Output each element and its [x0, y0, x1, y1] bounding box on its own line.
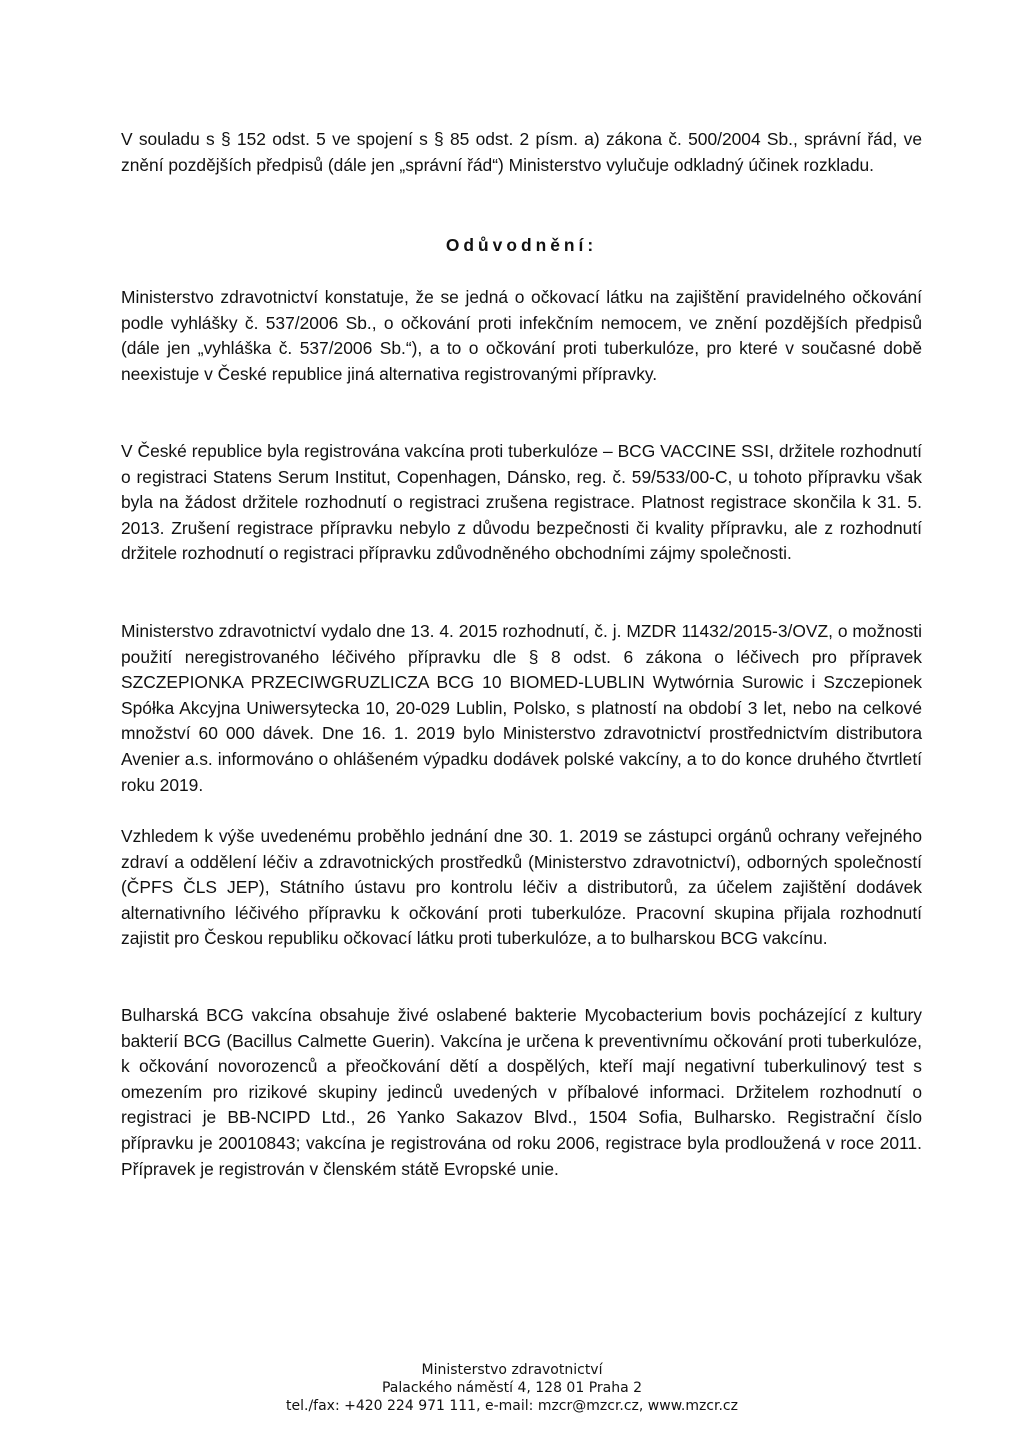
- paragraph-1: Ministerstvo zdravotnictví konstatuje, že se jedná o očkovací látku na zajištění pravidelného očkování podle vyhlášky č. 537/2006 Sb., o očkování proti infekčním nemocem, ve znění pozdějších předpisů (dále jen „vyhláška č. 537/2006 Sb.“), a to o očkování proti tuberkulóze, pro které v současné době neexistuje v České republice jiná alternativa registrovanými přípravky.: [121, 287, 922, 384]
- intro-paragraph: V souladu s § 152 odst. 5 ve spojení s § 85 odst. 2 písm. a) zákona č. 500/2004 Sb., správní řád, ve znění pozdějších předpisů (dále jen „správní řád“) Ministerstvo vylučuje odkladný účinek rozkladu.: [121, 129, 922, 175]
- footer-contact: tel./fax: +420 224 971 111, e-mail: mzcr@mzcr.cz, www.mzcr.cz: [286, 1398, 738, 1414]
- paragraph-5: Bulharská BCG vakcína obsahuje živé oslabené bakterie Mycobacterium bovis pocházející z kultury bakterií BCG (Bacillus Calmette Guerin). Vakcína je určena k preventivnímu očkování proti tuberkulóze, k očkování novorozenců a přeočkování dětí a dospělých, kteří mají negativní tuberkulinový test s omezením pro rizikové skupiny jedinců uvedených v příbalové informaci. Držitelem rozhodnutí o registraci je BB-NCIPD Ltd., 26 Yanko Sakazov Blvd., 1504 Sofia, Bulharsko. Registrační číslo přípravku je 20010843; vakcína je registrována od roku 2006, registrace byla prodloužená v roce 2011. Přípravek je registrován v členském státě Evropské unie.: [121, 1005, 922, 1179]
- footer-address: Palackého náměstí 4, 128 01 Praha 2: [381, 1380, 643, 1396]
- paragraph-3: Ministerstvo zdravotnictví vydalo dne 13. 4. 2015 rozhodnutí, č. j. MZDR 11432/2015-3/OVZ, o možnosti použití neregistrovaného léčivého přípravku dle § 8 odst. 6 zákona o léčivech pro přípravek SZCZEPIONKA PRZECIWGRUZLICZA BCG 10 BIOMED-LUBLIN Wytwórnia Surowic i Szczepionek Spółka Akcyjna Uniwersytecka 10, 20-029 Lublin, Polsko, s platností na období 3 let, nebo na celkové množství 60 000 dávek. Dne 16. 1. 2019 bylo Ministerstvo zdravotnictví prostřednictvím distributora Avenier a.s. informováno o ohlášeném výpadku dodávek polské vakcíny, a to do konce druhého čtvrtletí roku 2019.: [121, 621, 922, 795]
- paragraph-4: Vzhledem k výše uvedenému proběhlo jednání dne 30. 1. 2019 se zástupci orgánů ochrany veřejného zdraví a oddělení léčiv a zdravotnických prostředků (Ministerstvo zdravotnictví), odborných společností (ČPFS ČLS JEP), Státního ústavu pro kontrolu léčiv a distributorů, za účelem zajištění dodávek alternativního léčivého přípravku k očkování proti tuberkulóze. Pracovní skupina přijala rozhodnutí zajistit pro Českou republiku očkovací látku proti tuberkulóze, a to bulharskou BCG vakcínu.: [121, 826, 922, 949]
- section-heading: Odůvodnění:: [445, 235, 598, 255]
- paragraph-2: V České republice byla registrována vakcína proti tuberkulóze – BCG VACCINE SSI, držitele rozhodnutí o registraci Statens Serum Institut, Copenhagen, Dánsko, reg. č. 59/533/00-C, u tohoto přípravku však byla na žádost držitele rozhodnutí o registraci zrušena registrace. Platnost registrace skončila k 31. 5. 2013. Zrušení registrace přípravku nebylo z důvodu bezpečnosti či kvality přípravku, ale z rozhodnutí držitele rozhodnutí o registraci přípravku zdůvodněného obchodními zájmy společnosti.: [121, 441, 922, 564]
- footer-org: Ministerstvo zdravotnictví: [421, 1362, 603, 1378]
